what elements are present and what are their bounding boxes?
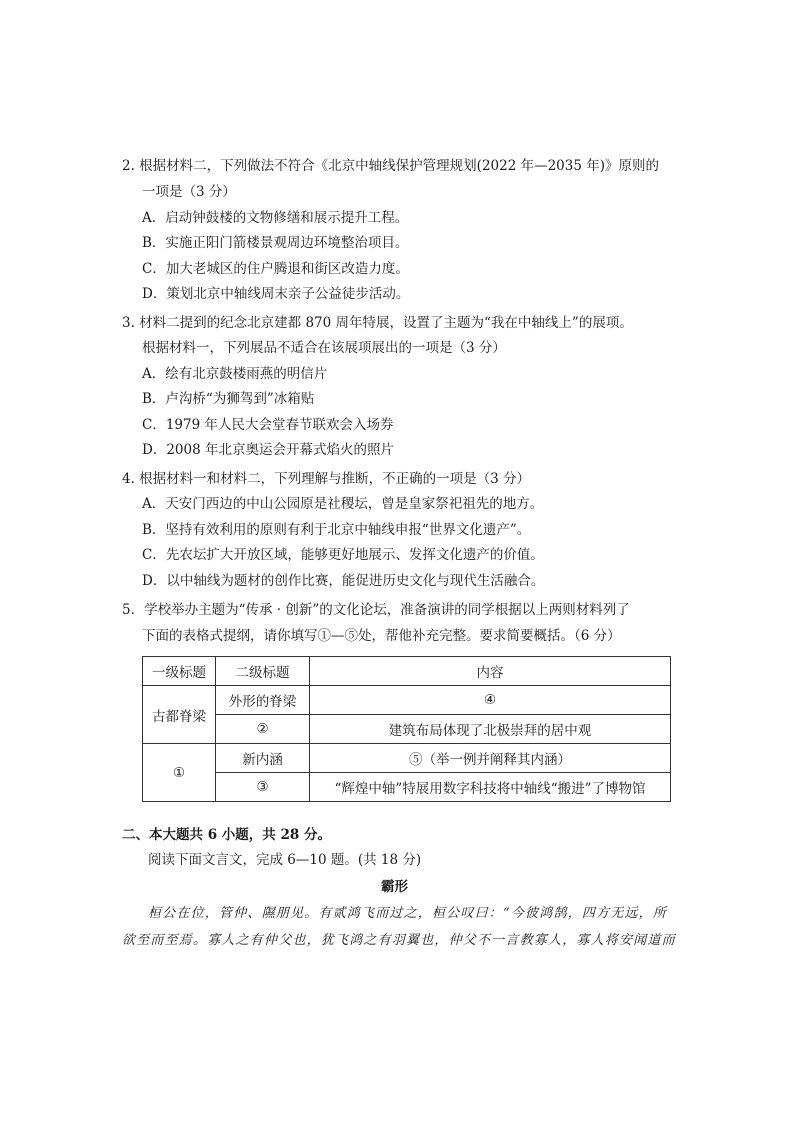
q4-option-b: B．坚持有效利用的原则有利于北京中轴线申报“世界文化遗产”。 xyxy=(142,522,531,538)
q2-option-b: B．实施正阳门箭楼景观周边环境整治项目。 xyxy=(142,235,409,251)
table-row xyxy=(143,744,671,773)
row4-subtitle-blank: ③ xyxy=(216,773,310,802)
q4-option-d: D．以中轴线为题材的创作比赛，能促进历史文化与现代生活融合。 xyxy=(142,573,545,589)
table-row xyxy=(143,686,671,715)
q2-stem-line1: 2. 根据材料二，下列做法不符合《北京中轴线保护管理规划(2022 年—2035 年)》原则的 xyxy=(122,158,659,174)
row1-content-blank: ④ xyxy=(310,686,671,715)
q3-option-c: C．1979 年人民大会堂春节联欢会入场券 xyxy=(142,417,394,433)
q4-option-c: C．先农坛扩大开放区域，能够更好地展示、发挥文化遗产的价值。 xyxy=(142,547,544,563)
group-title-blank: ① xyxy=(143,744,216,802)
q2-option-a: A．启动钟鼓楼的文物修缮和展示提升工程。 xyxy=(142,210,409,226)
passage-title: 霸形 xyxy=(381,879,408,895)
q2-option-d: D．策划北京中轴线周末亲子公益徒步活动。 xyxy=(142,286,410,302)
section2-intro: 阅读下面文言文，完成 6—10 题。(共 18 分) xyxy=(148,852,422,868)
section2-heading: 二、本大题共 6 小题，共 28 分。 xyxy=(122,827,331,843)
row1-subtitle: 外形的脊梁 xyxy=(216,686,310,715)
table-header-row xyxy=(143,657,671,686)
table-row xyxy=(143,715,671,744)
q2-option-c: C．加大老城区的住户腾退和街区改造力度。 xyxy=(142,261,409,277)
q5-stem-line1: 5．学校举办主题为“传承 · 创新”的文化论坛，准备演讲的同学根据以上两则材料列了 xyxy=(122,602,630,618)
outline-table xyxy=(142,656,671,802)
header-level2: 二级标题 xyxy=(216,657,310,686)
row3-subtitle: 新内涵 xyxy=(216,744,310,773)
passage-paragraph-line2: 欲至而至焉。寡人之有仲父也，犹飞鸿之有羽翼也，仲父不一言教寡人，寡人将安闻道而 xyxy=(122,933,676,948)
passage-paragraph-line1: 桓公在位，管仲、隰朋见。有贰鸿飞而过之，桓公叹曰：“今彼鸿鹄，四方无远，所 xyxy=(148,906,668,921)
row2-content: 建筑布局体现了北极崇拜的居中观 xyxy=(310,715,671,744)
row3-content-blank: ⑤（举一例并阐释其内涵） xyxy=(310,744,671,773)
table-row xyxy=(143,773,671,802)
row4-content: “辉煌中轴”特展用数字科技将中轴线“搬进”了博物馆 xyxy=(310,773,671,802)
q5-stem-line2: 下面的表格式提纲，请你填写①—⑤处，帮他补充完整。要求简要概括。（6 分） xyxy=(142,628,621,644)
q3-stem-line2: 根据材料一，下列展品不适合在该展项展出的一项是（3 分） xyxy=(142,340,506,356)
header-content: 内容 xyxy=(310,657,671,686)
q3-option-b: B．卢沟桥“为狮驾到”冰箱贴 xyxy=(142,391,315,407)
header-level1: 一级标题 xyxy=(143,657,216,686)
q3-option-a: A．绘有北京鼓楼雨燕的明信片 xyxy=(142,366,328,382)
group-title-ancient-spine: 古都脊梁 xyxy=(143,686,216,744)
row2-subtitle-blank: ② xyxy=(216,715,310,744)
q4-stem: 4. 根据材料一和材料二，下列理解与推断，不正确的一项是（3 分） xyxy=(122,471,531,487)
q4-option-a: A．天安门西边的中山公园原是社稷坛，曾是皇家祭祀祖先的地方。 xyxy=(142,496,544,512)
q2-stem-line2: 一项是（3 分） xyxy=(142,184,236,200)
q3-option-d: D．2008 年北京奥运会开幕式焰火的照片 xyxy=(142,442,394,458)
q3-stem-line1: 3. 材料二提到的纪念北京建都 870 周年特展，设置了主题为“我在中轴线上”的展项。 xyxy=(122,315,633,331)
